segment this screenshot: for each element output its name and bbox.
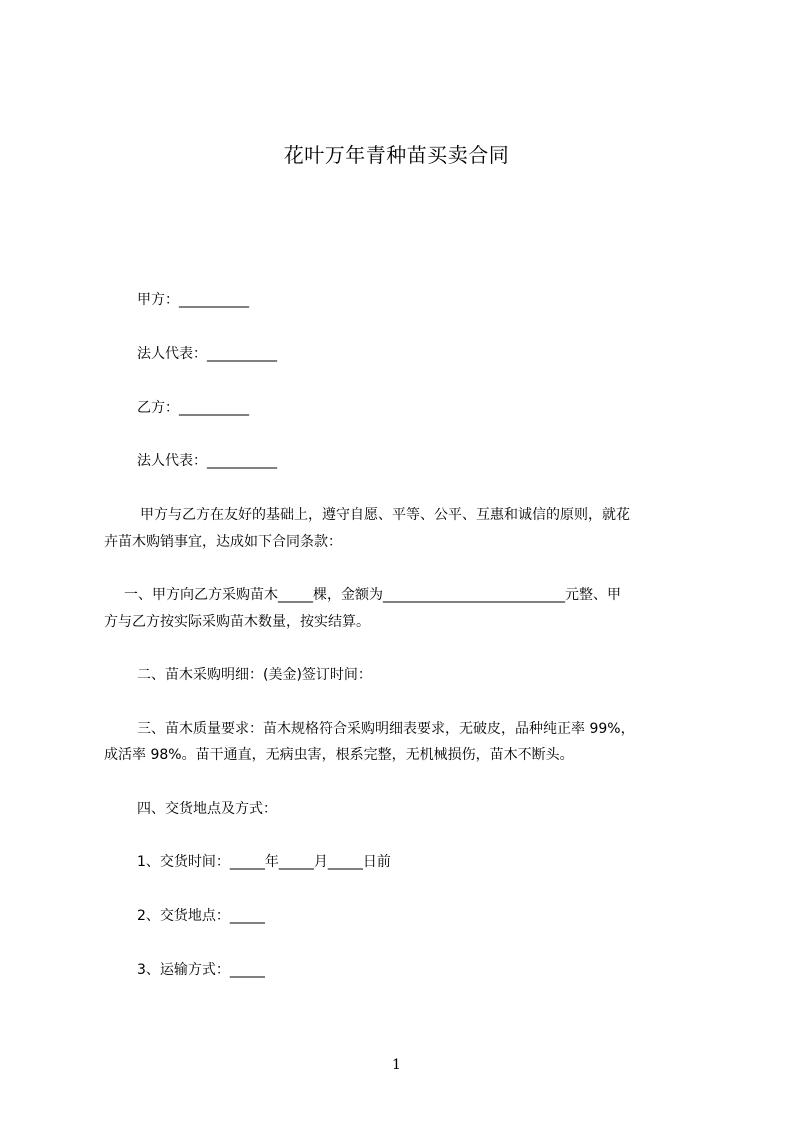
party-b-representative-line: 法人代表：__________ [137,453,277,469]
clause-3-line-2: 成活率 98%。苗干通直，无病虫害，根系完整，无机械损伤，苗木不断头。 [104,747,574,763]
party-a-representative-line: 法人代表：__________ [137,346,277,362]
clause-3-line-1: 三、苗木质量要求：苗木规格符合采购明细表要求，无破皮，品种纯正率 99%， [137,721,635,737]
party-b-line: 乙方：__________ [137,400,249,416]
document-title: 花叶万年青种苗买卖合同 [283,143,510,167]
page-number: 1 [392,1057,401,1073]
party-a-line: 甲方：__________ [137,292,249,308]
clause-4-heading: 四、交货地点及方式： [137,801,277,817]
clause-2-line: 二、苗木采购明细：(美金)签订时间： [137,667,372,683]
intro-paragraph-line-1: 甲方与乙方在友好的基础上，遵守自愿、平等、公平、互惠和诚信的原则，就花 [140,507,630,523]
intro-paragraph-line-2: 卉苗木购销事宜，达成如下合同条款： [104,534,342,550]
clause-1-line-1: 一、甲方向乙方采购苗木_____棵，金额为__________________________元整、甲 [124,587,621,603]
delivery-location-line: 2、交货地点：_____ [137,908,265,924]
delivery-time-line: 1、交货时间：_____年_____月_____日前 [137,854,391,870]
clause-1-line-2: 方与乙方按实际采购苗木数量，按实结算。 [104,614,370,630]
transport-method-line: 3、运输方式：_____ [137,962,265,978]
